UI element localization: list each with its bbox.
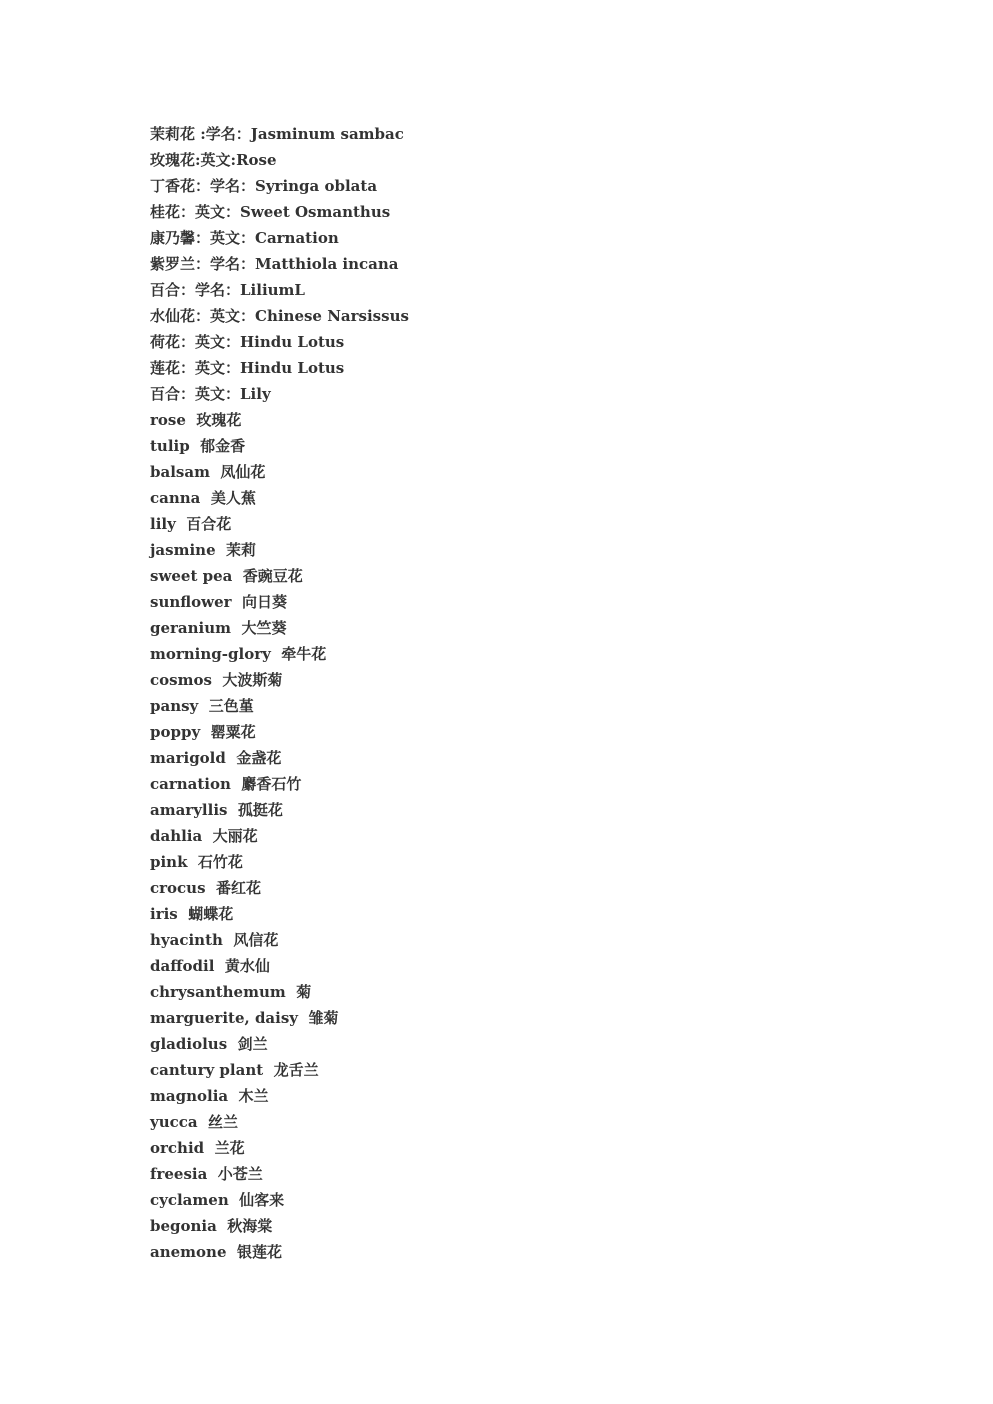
text-line: crocus 番红花 [150,879,261,897]
text-line: pink 石竹花 [150,853,243,871]
text-line: jasmine 茉莉 [150,541,257,559]
text-line: 水仙花：英文：Chinese Narsissus [150,307,409,325]
text-line: 丁香花：学名：Syringa oblata [150,177,378,195]
text-line: 玫瑰花:英文:Rose [150,151,277,169]
text-line: sweet pea 香豌豆花 [150,567,303,585]
text-line: anemone 银莲花 [150,1243,282,1261]
text-line: sunflower 向日葵 [150,593,287,611]
text-line: begonia 秋海棠 [150,1217,273,1235]
text-line: gladiolus 剑兰 [150,1035,268,1053]
text-line: geranium 大竺葵 [150,619,287,637]
text-line: hyacinth 风信花 [150,931,279,949]
text-line: pansy 三色堇 [150,697,254,715]
text-line: magnolia 木兰 [150,1087,269,1105]
text-line: 百合：英文：Lily [150,385,271,403]
text-line: cyclamen 仙客来 [150,1191,285,1209]
text-line: carnation 麝香石竹 [150,775,302,793]
text-line: orchid 兰花 [150,1139,245,1157]
text-line: morning-glory 牵牛花 [150,645,327,663]
text-line: 茉莉花 :学名：Jasminum sambac [150,125,404,143]
text-line: chrysanthemum 菊 [150,983,312,1001]
text-line: daffodil 黄水仙 [150,957,270,975]
text-line: rose 玫瑰花 [150,411,242,429]
text-line: 康乃馨：英文：Carnation [150,229,339,247]
text-line: canna 美人蕉 [150,489,256,507]
text-line: lily 百合花 [150,515,232,533]
text-line: 荷花：英文：Hindu Lotus [150,333,345,351]
text-line: yucca 丝兰 [150,1113,239,1131]
text-line: marigold 金盏花 [150,749,282,767]
text-line: marguerite, daisy 雏菊 [150,1009,339,1027]
text-line: balsam 凤仙花 [150,463,266,481]
text-line: cantury plant 龙舌兰 [150,1061,319,1079]
text-line: 百合：学名：LiliumL [150,281,305,299]
text-line: dahlia 大丽花 [150,827,258,845]
text-line: iris 蝴蝶花 [150,905,234,923]
text-line: 桂花：英文：Sweet Osmanthus [150,203,391,221]
flower-name-list [150,121,850,1265]
text-line: tulip 郁金香 [150,437,246,455]
text-line: freesia 小苍兰 [150,1165,263,1183]
text-line: cosmos 大波斯菊 [150,671,283,689]
text-line: 莲花：英文：Hindu Lotus [150,359,345,377]
text-line: poppy 罂粟花 [150,723,256,741]
text-line: amaryllis 孤挺花 [150,801,283,819]
text-line: 紫罗兰：学名：Matthiola incana [150,255,399,273]
